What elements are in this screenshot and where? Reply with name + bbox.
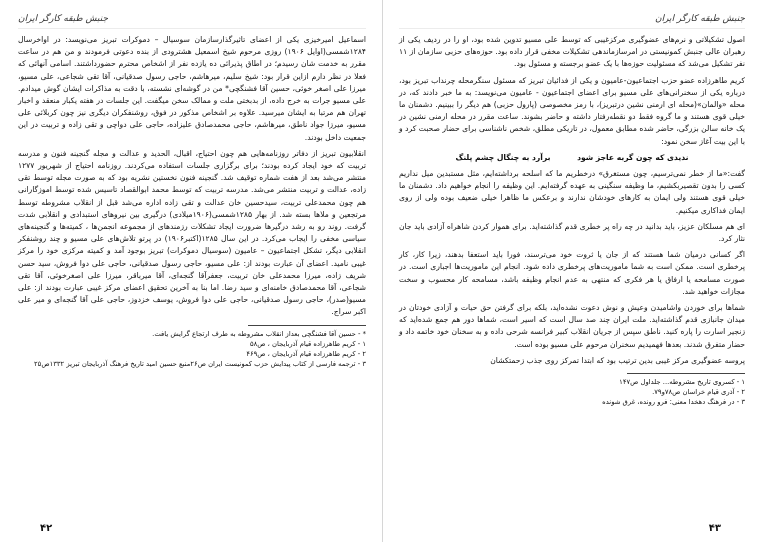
body-paragraph: گفت:«ما از خطر نمی‌ترسیم، چون مستغرق» درخطریم ما که اسلحه برداشته‌ایم، مثل مستبدین میل نداریم کسی را بدون تقصیربکشیم، ما وظیفه سنگینی به عهده گرفته‌ایم. این وظیفه را انجام خواهیم داد. دشمنان ما خیلی قوی هستند ولی ایمان به کارهای خودشان ندارند و برعکس ما ظاهرا خیلی ضعیف بوده ولی از روی ایمان فداکاری میکنیم.	[399, 169, 745, 215]
running-header: جنبش طبقه کارگر ایران	[18, 10, 366, 29]
footnote-divider	[627, 373, 745, 374]
footnote: ۱ - کریم طاهرزاده قیام آذربایجان ، ص۵۸	[249, 339, 366, 348]
body-paragraph: ای هم مسلکان عزیز، باید بدانید در چه راه پر خطری قدم گذاشته‌اید. برای هموار کردن شاهراه آزادی باید جان نثار کرد.	[399, 221, 745, 244]
body-paragraph: پروسه عضوگیری مرکز غیبی بدین ترتیب بود که ابتدا تمرکز روی جذب زحمتکشان	[490, 355, 745, 365]
body-paragraph: کریم طاهرزاده عضو حزب اجتماعیون-عامیون و یکی از فدائیان تبریز که مسئول سنگرمحله چرنداب تبریز بود، درباره یکی از سخنرانی‌های علی مسیو برای اعضای اجتماعیون - عامیون می‌نویسد: به ما خبر دادند که، در محله «والمان»(محله ای ارمنی نشین درتبریز)، با رمز مخصوصی (پارول حزبی) هم دیگر را ببینیم. دشمنان ما خیلی قوی هستند و ما گروه فقط دو نقطه‌رفتار داشته و حاضر بشوند. ساعت مقرر در محله ارمنی نشین در یک خانه سالن بزرگی، حاضر شده مطابق معمول، در تاریکی مطلق، شخص ناشناسی برای حضار صحبت کرد و با این بیت آغاز سخن نمود:	[399, 75, 745, 146]
body-paragraph: اصول تشکیلاتی و نرم‌های عضوگیری مرکزغیبی که توسط علی مسیو تدوین شده بود، او را در ردیف یکی از رهبران عالی جنبش کمونیستی در امرسازماندهی تشکیلات مخفی قرار داده بود. حوزه‌های حزبی سازمان از ۱۱ نفر تشکیل می‌شد که مسئولیت حوزه‌ها با یک عضو برجسته و مسئول بود.	[399, 35, 745, 69]
running-header: جنبش طبقه کارگر ایران	[399, 10, 745, 29]
footnote: ۳ - در فرهنگ دهخدا معنی: فرو رونده، غرق شونده	[602, 398, 745, 407]
poem-verse	[399, 152, 745, 164]
page-number: ۴۳	[708, 523, 721, 534]
footnote-divider	[248, 325, 366, 326]
page-body	[399, 34, 745, 367]
footnote: ۲ - کریم طاهرزاده قیام آذربایجان ، ص۴۶۹	[246, 349, 366, 358]
page-body	[18, 34, 366, 319]
footnote: ۱ - کسروی تاریخ مشروطه... جلداول ص۱۴۷	[619, 378, 745, 387]
body-paragraph: اسماعیل امیرخیزی یکی از اعضای تاثیرگذارسازمان سوسیال – دموکرات تبریز می‌نویسد: در اواخرسال ۱۲۸۴شمسی(اوایل ۱۹۰۶) روزی مرحوم شیخ اسمعیل هشترودی از بنده دعوتی فرمودند و من هم در ساعت مقرر به خدمت شان رسیدم؛ در اطاق پذیرائی ده یازده نفر از اشخاص محترم حضورداشتند. اسامی آنهائی که فعلا در نظر دارم ازاین قرار بود: شیخ سلیم، میرهاشم، حاجی رسول صدقیانی، آقا تقی شجاعی، علی مسیو، میرزا علی اصغر خوئی، حسین آقا فشنگچی* من در گوشه‌ای نشسته، با دقت به مذاکرات ایشان گوش میدادم. علی مسیو جرات به خرج داده، از بدبختی ملت و ممالک سخن میگفت. این جلسات در هفته یکبار منعقد و اخبار تهران هم مرتبا به ایشان میرسید. علاوه بر اشخاص مذکور در فوق، روشنفکران دیگری نیز چون کربلائی علی مسیو، میرزا جواد ناطق، میرهاشم، حاجی محمدصادق علیزاده، حاجی علی دواچی و تقی زاده و تربیت در این جمعیت داخل بودند.	[18, 35, 366, 142]
body-paragraph: اگر کسانی درمیان شما هستند که از جان یا ثروت خود می‌ترسند، فورا باید استعفا بدهند، زیرا کار، کار پرخطری است. ممکن است به شما ماموریت‌های پرخطری داده شود. انجام این ماموریت‌ها اجباری است. در صورت مسامحه یا ارفاق یا هر فکری که منتهی به عدم انجام وظیفه باشد، مسامحه کار محسوب و سخت مجازات خواهید شد.	[399, 250, 745, 296]
body-paragraph: انقلابیون تبریز از دفاتر روزنامه‌هایی هم چون احتیاج، اقبال، الحدید و عدالت و مجله گنجینه فنون و مدرسه تربیت که خود ایجاد کرده بودند؛ برای برگزاری جلسات استفاده می‌کردند. روزنامه احتیاج از شهریور ۱۲۷۷ منتشر می‌شد بعد از هفت شماره توقیف شد. گنجینه فنون نخستین نشریه بود که به صورت مجله توسط تقی زاده، عدالت و تربیت منتشر می‌شد. مدرسه تربیت که توسط محمد ابوالقصاد تاسیس شده توسط اموزگارانی هم چون محمدعلی تربیت، سیدحسین خان عدالت و تقی زاده اداره می‌شد قبل از انقلاب مشروطه توسط مرتجعین و ملاها بسته شد. از بهار ۱۲۸۵شمسی(۱۹۰۶میلادی) درگیری بین نیروهای استبدادی و انقلابی شدت گرفت. روند رو به رشد درگیرها ضرورت ایجاد تشکلات رزمندهای از مجموعه انجمن‌ها ، کمیته‌ها و گنجینه‌های سیاسی مخفی را ایجاب می‌کرد. در این سال ۱۲۸۵(اکتبر۱۹۰۶) در پرتو تلاش‌های علی مسیو و چند روشنفکر انقلابی دیگر، تشکل اجتماعیون – عامیون (سوسیال دموکرات) تبریز بوجود آمد و کمیته مرکزی خود را مرکز غیبی نامید. اعضای آن عبارت بودند از: علی مسیو، حاجی رسول صدقیانی، حاجی علی دوا فروش، سید حسن شریف زاده، میرزا محمدعلی خان تربیت، جعفرآقا گنجه‌ای، آقا میرباقر، میرزا علی اصغرخوئی، آقا تقی شجاعی، آقا محمدصادق خامنه‌ای و سید رضا. اما بنا به آخرین تحقیق اعضای مرکز غیبی عبارت بودند از: علی مسیو(صدر)، حاجی رسول صدقیانی، حاجی علی دوا فروش، یوسف خزدوز، حاجی علی آقا گنجه‌ای و میر علی اکبر سراج.	[18, 148, 366, 317]
verse-hemistich: ندیدی که چون گربه عاجز شود	[577, 152, 689, 162]
left-page	[0, 0, 382, 542]
footnote: ۳ - ترجمه فارسی از کتاب پیدایش حزب کمونیست ایران ص۲۶منبع حسین امید تاریخ فرهنگ آذربایجان تبریز ۱۳۳۲ص۲۵	[34, 359, 366, 368]
footnotes	[399, 377, 745, 407]
verse-hemistich: برآرد به چنگال چشم پلنگ	[455, 152, 551, 162]
right-page	[383, 0, 765, 542]
footnote: * - حسین آقا فشنگچی بعداز انقلاب مشروطه به طرف ارتجاع گرایش یافت.	[152, 329, 366, 338]
footnotes	[18, 329, 366, 369]
body-paragraph: شماها برای خوردن واشامیدن وعیش و نوش دعوت نشده‌اید، بلکه برای گرفتن حق حیات و آزادی خودتان در میدان جانبازی قدم گذاشته‌اید. ملت ایران چند صد سال است که اسیر است، شماها دور هم جمع شده‌اید که زنجیر اسارت را پاره کنید. ناطق سپس از جریان انقلاب کبیر فرانسه شرحی داده و به سخنان خود خاتمه داد و حضار متفرق شدند. بعدها فهمیدیم سخنران مرحوم علی مسیو بوده است.	[399, 303, 745, 349]
page-number: ۴۲	[40, 523, 53, 534]
footnote: ۲ - آذری قیام خراسان ص۷۸و۷۹.	[652, 388, 745, 397]
